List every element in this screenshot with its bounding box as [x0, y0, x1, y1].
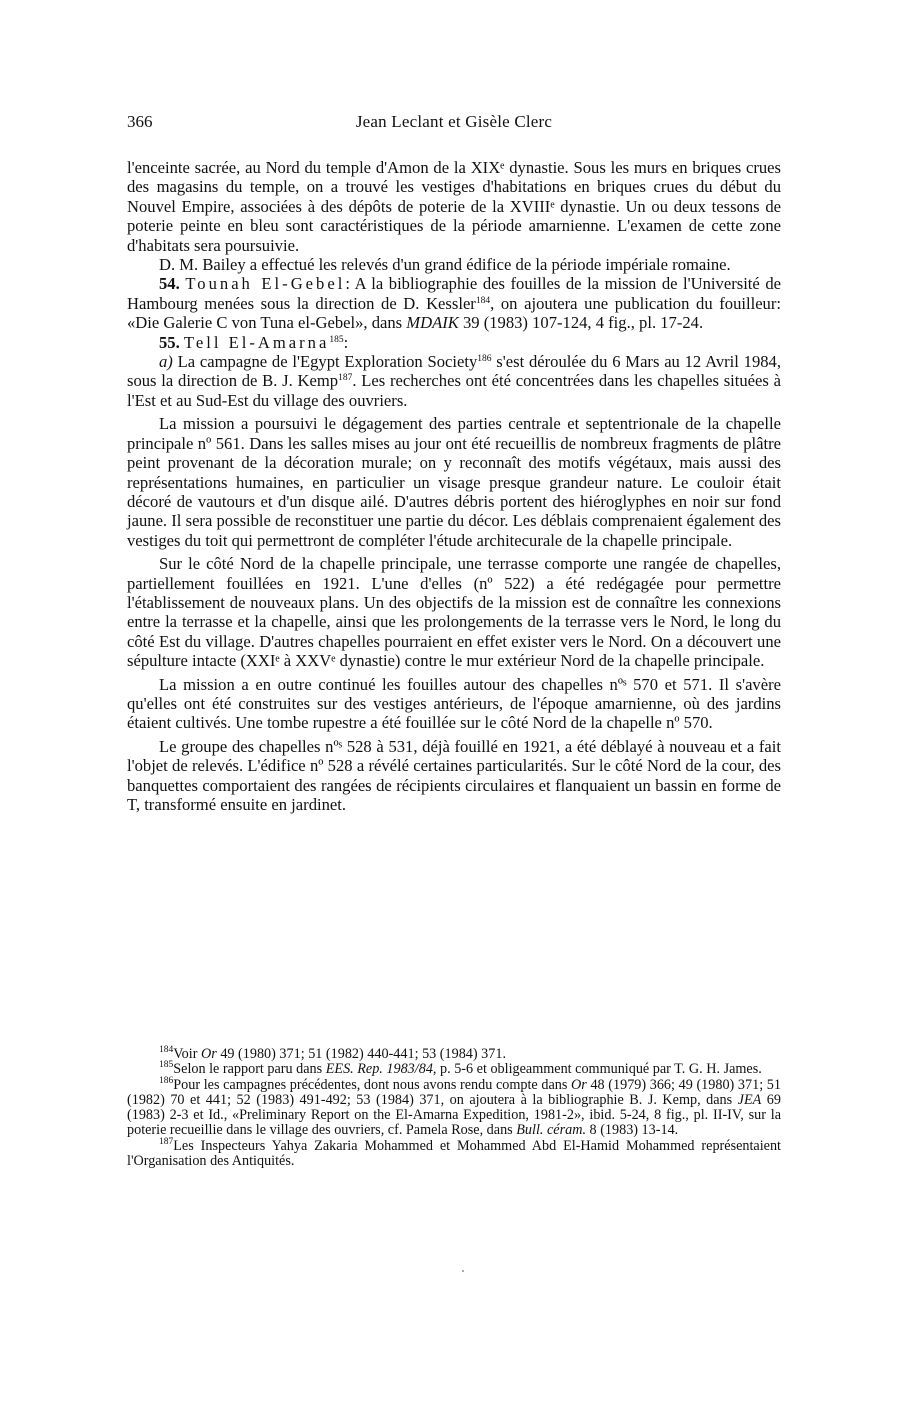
footnote — [127, 1062, 781, 1077]
text-run: 8 (1983) 13-14. — [586, 1122, 679, 1139]
footnote — [127, 1136, 781, 1170]
footnote-ref[interactable]: 186 — [477, 354, 492, 365]
footnote-number: 184 — [159, 1045, 174, 1055]
footnotes — [127, 1047, 781, 1169]
footnote-number: 186 — [159, 1075, 174, 1086]
section-54 — [127, 274, 781, 332]
running-header — [127, 112, 781, 136]
print-speck — [462, 1270, 464, 1272]
running-title: Jean Leclant et Gisèle Clerc — [355, 112, 553, 131]
journal-title: EES. Rep. 1983/84 — [325, 1061, 433, 1078]
text-run: 39 (1983) 107-124, 4 fig., pl. 17-24. — [458, 313, 704, 333]
journal-title: Bull. céram. — [516, 1122, 586, 1139]
text-run: s'est déroulée du 6 Mars au 12 Avril 1984, sous la direction de B. J. Kemp — [127, 352, 781, 391]
text-run: , p. 5-6 et obligeamment communiqué par T. G. H. James. — [432, 1061, 762, 1078]
text-run: : — [343, 332, 349, 352]
page-number: 366 — [127, 112, 153, 131]
footnote-number: 187 — [159, 1136, 174, 1147]
text-run: , on ajoutera une publication du fouilleur: «Die Galerie C von Tuna el-Gebel», dans — [127, 293, 781, 333]
footnote — [127, 1047, 781, 1062]
footnote-ref[interactable]: 185 — [329, 334, 344, 345]
paragraph: l'enceinte sacrée, au Nord du temple d'Amon de la XIXᵉ dynastie. Sous les murs en briques crues des magasins du temple, on a trouvé les vestiges d'habitations en briques crues du début du Nouvel Empire, associées à des dépôts de poterie de la XVIIIᵉ dynastie. Un ou deux tessons de poterie peinte en bleu sont caractéristiques de la période amarnienne. L'examen de cette zone d'habitats sera poursuivie. — [127, 158, 781, 255]
footnote-number: 185 — [159, 1060, 174, 1071]
text-run: La campagne de l'Egypt Exploration Society — [172, 352, 478, 372]
section-55 — [127, 333, 781, 352]
footnote-ref[interactable]: 184 — [475, 295, 491, 306]
text-run: : A la bibliographie des fouilles de la mission de l'Université de Hambourg menées sous la direction de D. Kessler — [127, 274, 782, 313]
text-run: 69 (1983) 2-3 et Id., «Preliminary Report on the El-Amarna Expedition, 1981-2», ibid. 5-24, 8 fig., pl. II-IV, sur la poterie recueillie dans le village des ouvriers, cf. Pamela Rose, dans — [127, 1091, 781, 1139]
item-label: a) — [159, 352, 173, 372]
text-run: Selon le rapport paru dans — [173, 1061, 326, 1078]
paragraph: D. M. Bailey a effectué les relevés d'un grand édifice de la période impériale romaine. — [159, 255, 731, 275]
text-run: Pour les campagnes précédentes, dont nous avons rendu compte dans — [173, 1076, 572, 1093]
journal-title: Or — [200, 1046, 217, 1062]
main-text — [127, 158, 781, 814]
journal-title: JEA — [737, 1091, 762, 1108]
footnote-ref[interactable]: 187 — [338, 373, 353, 384]
journal-title: MDAIK — [406, 313, 459, 333]
text-run: Voir — [173, 1046, 201, 1062]
paragraph — [127, 352, 781, 410]
text-run: 48 (1979) 366; 49 (1980) 371; 51 (1982) 70 et 441; 52 (1983) 491-492; 53 (1984) 371, on ajoutera à la bibliographie B. J. Kemp, dans — [127, 1076, 781, 1108]
footnote — [127, 1075, 781, 1139]
paragraph: La mission a poursuivi le dégagement des parties centrale et septentrionale de la chapelle principale nº 561. Dans les salles mises au jour ont été recueillis de nombreux fragments de plâtre peint provenant de la décoration murale; on y reconnaît des motifs végétaux, mais aussi des représentations humaines, en particulier un visage presque grandeur nature. Le couloir était décoré de vautours et d'un disque ailé. D'autres débris portent des hiéroglyphes en noir sur fond jaune. Il sera possible de reconstituer une partie du décor. Les déblais comprenaient également des vestiges du toit qui permettront de compléter l'étude architecurale de la chapelle principale. — [127, 414, 781, 550]
journal-title: Or — [571, 1076, 587, 1093]
site-name: Tounah El-Gebel — [185, 274, 346, 294]
paragraph: Le groupe des chapelles nºˢ 528 à 531, déjà fouillé en 1921, a été déblayé à nouveau et a fait l'objet de relevés. L'édifice nº 528 a révélé certaines particularités. Sur le côté Nord de la cour, des banquettes comportaient des rangées de récipients circulaires et flanquaient un bassin en forme de T, transformé ensuite en jardinet. — [127, 736, 781, 814]
text-run: 49 (1980) 371; 51 (1982) 440-441; 53 (1984) 371. — [216, 1046, 507, 1062]
site-name: Tell El-Amarna — [183, 332, 330, 352]
text-run: Les Inspecteurs Yahya Zakaria Mohammed et Mohammed Abd El-Hamid Mohammed représentaient l'Organisation des Antiquités. — [127, 1137, 781, 1170]
paragraph: Sur le côté Nord de la chapelle principale, une terrasse comporte une rangée de chapelles, partiellement fouillées en 1921. L'une d'elles (nº 522) a été redégagée pour permettre l'établissement de nouveaux plans. Un des objectifs de la mission est de connaître les connexions entre la terrasse et la chapelle, ainsi que les prolongements de la terrasse vers le Nord, le long du côté Est du village. D'autres chapelles pourraient en effet exister vers le Nord. On a découvert une sépulture intacte (XXIᵉ à XXVᵉ dynastie) contre le mur extérieur Nord de la chapelle principale. — [127, 554, 781, 671]
paragraph: La mission a en outre continué les fouilles autour des chapelles nºˢ 570 et 571. Il s'avère qu'elles ont été construites sur des vestiges antérieurs, de l'époque amarnienne, où des jardins étaient cultivés. Une tombe rupestre a été fouillée sur le côté Nord de la chapelle nº 570. — [127, 674, 781, 733]
text-run: . Les recherches ont été concentrées dans les chapelles situées à l'Est et au Sud-Est du village des ouvriers. — [127, 371, 781, 410]
section-number: 54. — [159, 274, 180, 294]
section-number: 55. — [159, 332, 180, 352]
